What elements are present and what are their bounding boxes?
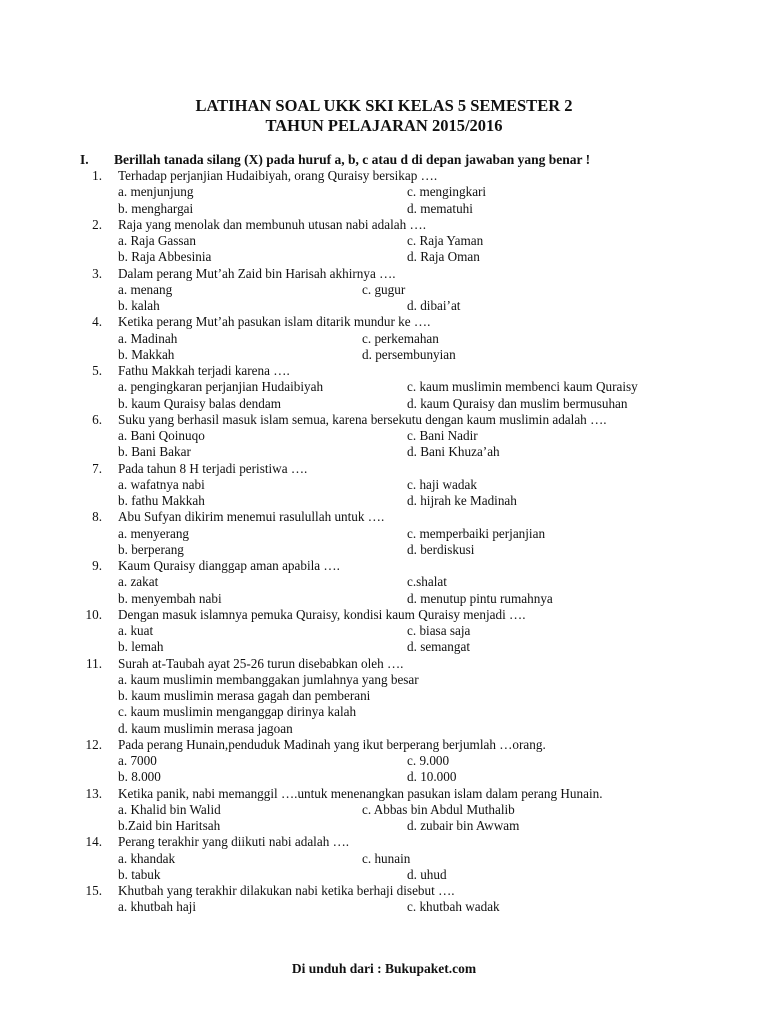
question-text: Terhadap perjanjian Hudaibiyah, orang Quraisy bersikap …. bbox=[118, 168, 438, 183]
question-item bbox=[0, 217, 768, 266]
answer-option: c. Bani Nadir bbox=[407, 428, 478, 443]
question-number: 6. bbox=[92, 411, 102, 427]
answer-option: d. persembunyian bbox=[362, 346, 456, 362]
answer-option: d. kaum Quraisy dan muslim bermusuhan bbox=[407, 395, 628, 411]
answer-option: d. 10.000 bbox=[407, 769, 457, 785]
answer-option: a. menyerang bbox=[118, 525, 190, 541]
answer-option: a. menjunjung bbox=[118, 184, 194, 200]
answer-option: c. gugur bbox=[362, 281, 406, 297]
question-item bbox=[0, 168, 768, 217]
answer-option: d. zubair bin Awwam bbox=[407, 818, 520, 833]
answer-option: b. tabuk bbox=[118, 866, 161, 882]
question-item bbox=[0, 314, 768, 363]
question-item bbox=[0, 607, 768, 656]
answer-option: a. khutbah haji bbox=[118, 899, 197, 915]
answer-option: c. haji wadak bbox=[407, 476, 477, 492]
answer-option: b. 8.000 bbox=[118, 769, 161, 785]
options-row bbox=[0, 867, 768, 883]
question-line bbox=[0, 786, 768, 802]
question-text: Abu Sufyan dikirim menemui rasulullah untuk …. bbox=[118, 509, 385, 525]
question-line bbox=[0, 737, 768, 753]
options-row bbox=[0, 721, 768, 737]
answer-option: d. dibai’at bbox=[407, 298, 461, 313]
options-row bbox=[0, 493, 768, 509]
question-line bbox=[0, 883, 768, 899]
options-row bbox=[0, 477, 768, 493]
question-line bbox=[0, 266, 768, 282]
question-number: 8. bbox=[92, 509, 102, 525]
answer-option: c. khutbah wadak bbox=[407, 899, 500, 915]
options-row bbox=[0, 688, 768, 704]
options-row bbox=[0, 851, 768, 867]
question-number: 13. bbox=[85, 785, 102, 801]
answer-option: a. wafatnya nabi bbox=[118, 476, 205, 492]
question-text: Perang terakhir yang diikuti nabi adalah …. bbox=[118, 834, 350, 850]
options-row bbox=[0, 818, 768, 834]
options-row bbox=[0, 574, 768, 590]
question-number: 12. bbox=[85, 736, 102, 752]
answer-option: c. hunain bbox=[362, 850, 411, 866]
answer-option: a. Khalid bin Walid bbox=[118, 801, 221, 817]
options-row bbox=[0, 298, 768, 314]
question-text: Pada perang Hunain,penduduk Madinah yang ikut berperang berjumlah …orang. bbox=[118, 736, 546, 752]
answer-option: d. uhud bbox=[407, 866, 447, 882]
options-row bbox=[0, 201, 768, 217]
options-row bbox=[0, 233, 768, 249]
answer-option: a. khandak bbox=[118, 850, 176, 866]
options-row bbox=[0, 769, 768, 785]
answer-option: b. lemah bbox=[118, 639, 164, 655]
question-item bbox=[0, 412, 768, 461]
answer-option: c. Abbas bin Abdul Muthalib bbox=[362, 801, 515, 817]
question-text: Surah at-Taubah ayat 25-26 turun disebabkan oleh …. bbox=[118, 655, 404, 671]
section-number: I. bbox=[80, 152, 89, 167]
question-text: Ketika panik, nabi memanggil ….untuk menenangkan pasukan islam dalam perang Hunain. bbox=[118, 785, 603, 801]
answer-option: b. menghargai bbox=[118, 200, 194, 216]
options-row bbox=[0, 282, 768, 298]
answer-option: a. menang bbox=[118, 281, 173, 297]
options-row bbox=[0, 396, 768, 412]
page-subtitle: TAHUN PELAJARAN 2015/2016 bbox=[265, 116, 503, 135]
options-row bbox=[0, 379, 768, 395]
answer-option: a. Madinah bbox=[118, 330, 178, 346]
footer-source: Di unduh dari : Bukupaket.com bbox=[291, 961, 477, 976]
instruction-text: Berillah tanada silang (X) pada huruf a, b, c atau d di depan jawaban yang benar ! bbox=[114, 152, 591, 167]
question-item bbox=[0, 786, 768, 835]
question-line bbox=[0, 656, 768, 672]
question-line bbox=[0, 217, 768, 233]
options-row bbox=[0, 331, 768, 347]
question-line bbox=[0, 168, 768, 184]
options-row bbox=[0, 249, 768, 265]
answer-option: c. memperbaiki perjanjian bbox=[407, 525, 546, 541]
answer-option: d. semangat bbox=[407, 639, 470, 655]
question-number: 15. bbox=[85, 883, 102, 898]
answer-option: b. fathu Makkah bbox=[118, 493, 205, 508]
question-text: Fathu Makkah terjadi karena …. bbox=[118, 363, 290, 378]
answer-option: c.shalat bbox=[407, 574, 447, 590]
answer-option: d. berdiskusi bbox=[407, 541, 475, 557]
answer-option: b. kaum muslimin merasa gagah dan pemberani bbox=[118, 688, 371, 703]
question-number: 2. bbox=[92, 216, 102, 232]
answer-option: d. kaum muslimin merasa jagoan bbox=[118, 720, 293, 736]
question-line bbox=[0, 412, 768, 428]
answer-option: a. kaum muslimin membanggakan jumlahnya yang besar bbox=[118, 671, 419, 687]
question-number: 9. bbox=[92, 558, 102, 573]
answer-option: c. perkemahan bbox=[362, 330, 439, 346]
answer-option: a. zakat bbox=[118, 574, 159, 590]
question-text: Pada tahun 8 H terjadi peristiwa …. bbox=[118, 460, 308, 476]
question-item bbox=[0, 737, 768, 786]
options-row bbox=[0, 444, 768, 460]
question-item bbox=[0, 558, 768, 607]
question-text: Raja yang menolak dan membunuh utusan nabi adalah …. bbox=[118, 216, 426, 232]
question-line bbox=[0, 314, 768, 330]
answer-option: a. Raja Gassan bbox=[118, 233, 196, 248]
question-item bbox=[0, 883, 768, 916]
question-number: 4. bbox=[92, 314, 102, 330]
question-text: Dengan masuk islamnya pemuka Quraisy, kondisi kaum Quraisy menjadi …. bbox=[118, 606, 526, 622]
options-row bbox=[0, 802, 768, 818]
answer-option: a. Bani Qoinuqo bbox=[118, 428, 205, 443]
question-item bbox=[0, 509, 768, 558]
question-item bbox=[0, 363, 768, 412]
options-row bbox=[0, 704, 768, 720]
question-line bbox=[0, 509, 768, 525]
question-line bbox=[0, 607, 768, 623]
answer-option: b. Makkah bbox=[118, 346, 175, 362]
question-number: 7. bbox=[92, 460, 102, 476]
options-row bbox=[0, 899, 768, 915]
answer-option: c. biasa saja bbox=[407, 623, 471, 638]
question-number: 5. bbox=[92, 363, 102, 378]
answer-option: b. Raja Abbesinia bbox=[118, 249, 212, 265]
options-row bbox=[0, 347, 768, 363]
answer-option: d. Raja Oman bbox=[407, 249, 480, 265]
question-line bbox=[0, 834, 768, 850]
options-row bbox=[0, 591, 768, 607]
answer-option: b. kalah bbox=[118, 298, 160, 313]
answer-option: c. kaum muslimin membenci kaum Quraisy bbox=[407, 379, 638, 395]
answer-option: b. menyembah nabi bbox=[118, 590, 222, 606]
options-row bbox=[0, 184, 768, 200]
options-row bbox=[0, 542, 768, 558]
page-title: LATIHAN SOAL UKK SKI KELAS 5 SEMESTER 2 bbox=[195, 96, 573, 115]
answer-option: c. Raja Yaman bbox=[407, 233, 484, 248]
question-item bbox=[0, 656, 768, 737]
answer-option: c. mengingkari bbox=[407, 184, 487, 200]
question-text: Ketika perang Mut’ah pasukan islam ditarik mundur ke …. bbox=[118, 314, 431, 330]
question-number: 1. bbox=[92, 168, 102, 183]
options-row bbox=[0, 428, 768, 444]
question-number: 10. bbox=[85, 606, 102, 622]
answer-option: d. mematuhi bbox=[407, 200, 473, 216]
answer-option: c. 9.000 bbox=[407, 753, 450, 768]
answer-option: a. 7000 bbox=[118, 753, 157, 768]
question-item bbox=[0, 266, 768, 315]
options-row bbox=[0, 753, 768, 769]
answer-option: b. kaum Quraisy balas dendam bbox=[118, 395, 281, 411]
answer-option: d. hijrah ke Madinah bbox=[407, 493, 517, 508]
question-line bbox=[0, 461, 768, 477]
options-row bbox=[0, 623, 768, 639]
question-text: Dalam perang Mut’ah Zaid bin Harisah akhirnya …. bbox=[118, 265, 396, 281]
question-item bbox=[0, 461, 768, 510]
question-text: Kaum Quraisy dianggap aman apabila …. bbox=[118, 558, 340, 573]
question-number: 14. bbox=[85, 834, 102, 850]
question-text: Khutbah yang terakhir dilakukan nabi ketika berhaji disebut …. bbox=[118, 883, 455, 898]
question-number: 3. bbox=[92, 265, 102, 281]
options-row bbox=[0, 672, 768, 688]
answer-option: b. Bani Bakar bbox=[118, 444, 191, 460]
answer-option: b. berperang bbox=[118, 541, 184, 557]
answer-option: d. menutup pintu rumahnya bbox=[407, 590, 553, 606]
answer-option: a. pengingkaran perjanjian Hudaibiyah bbox=[118, 379, 324, 395]
options-row bbox=[0, 639, 768, 655]
question-line bbox=[0, 558, 768, 574]
options-row bbox=[0, 526, 768, 542]
answer-option: b.Zaid bin Haritsah bbox=[118, 818, 221, 833]
answer-option: a. kuat bbox=[118, 623, 154, 638]
question-line bbox=[0, 363, 768, 379]
question-text: Suku yang berhasil masuk islam semua, karena bersekutu dengan kaum muslimin adalah …. bbox=[118, 411, 607, 427]
question-list bbox=[0, 168, 768, 916]
answer-option: d. Bani Khuza’ah bbox=[407, 444, 500, 460]
answer-option: c. kaum muslimin menganggap dirinya kalah bbox=[118, 704, 357, 720]
question-item bbox=[0, 834, 768, 883]
question-number: 11. bbox=[86, 655, 102, 671]
